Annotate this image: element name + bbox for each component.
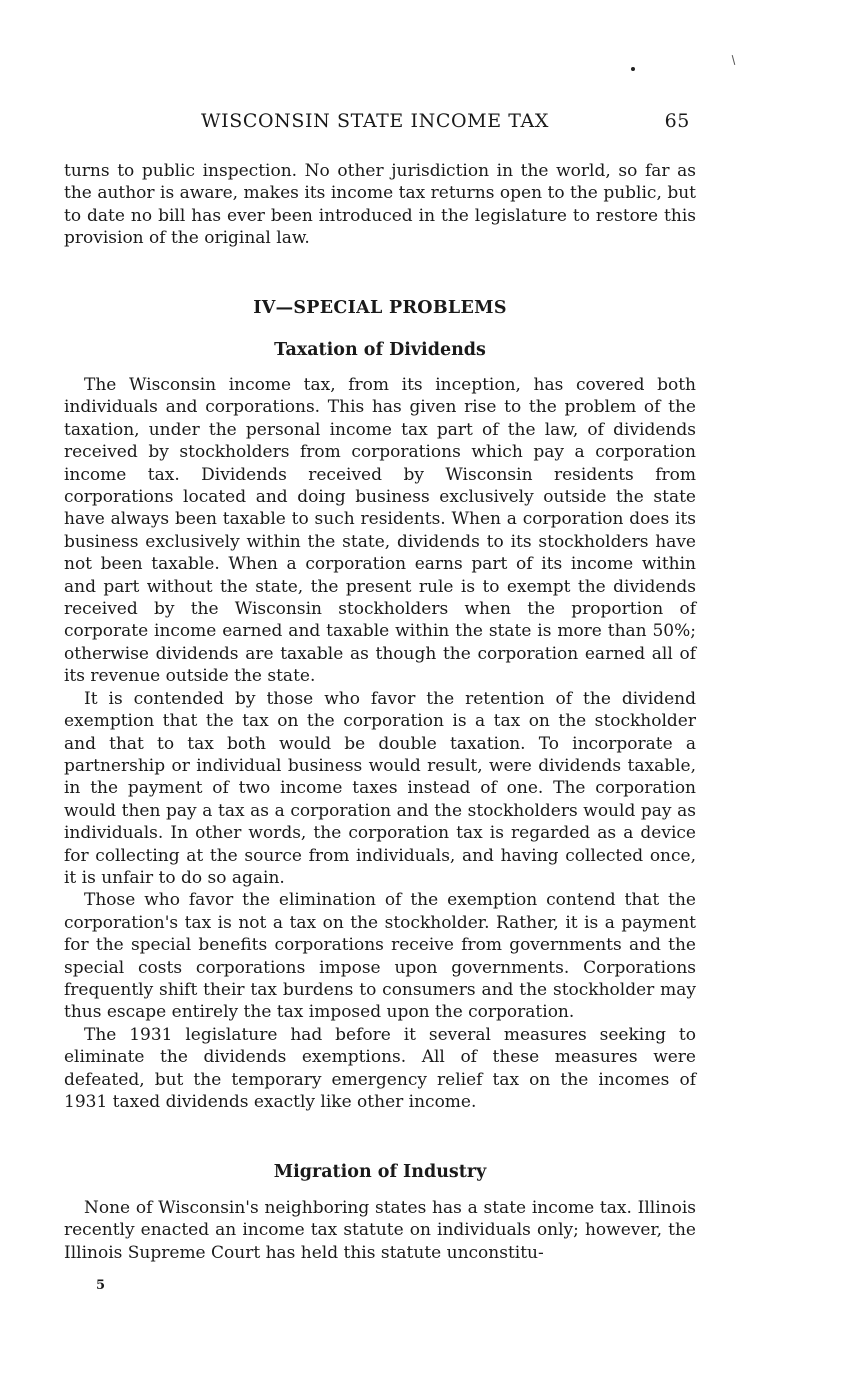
paragraph: None of Wisconsin's neighboring states has a state income tax. Illinois recently enacted an income tax statute on individuals only; however, the Illinois Supreme Court has held this statute unconstitu- (64, 1198, 696, 1263)
paragraph: The Wisconsin income tax, from its inception, has covered both individuals and corporations. This has given rise to the problem of the taxation, under the personal income tax part of the law, of dividends received by stockholders from corporations which pay a corporation income tax. Dividends received by Wisconsin residents from corporations located and doing business exclusively outside the state have always been taxable to such residents. When a corporation does its business exclusively within the state, dividends to its stockholders have not been taxable. When a corporation earns part of its income within and part without the state, the present rule is to exempt the dividends received by the Wisconsin stockholders when the proportion of corporate income earned and taxable within the state is more than 50%; otherwise dividends are taxable as though the corporation earned all of its revenue outside the state. (64, 375, 696, 687)
paragraph: Those who favor the elimination of the exemption contend that the corporation's tax is not a tax on the stockholder. Rather, it is a payment for the special benefits corporations receive from governments and the special costs corporations impose upon governments. Corporations frequently shift their tax burdens to consumers and the stockholder may thus escape entirely the tax imposed upon the corporation. (64, 890, 696, 1023)
print-mark (732, 55, 736, 65)
paragraph: It is contended by those who favor the retention of the dividend exemption that the tax on the corporation is a tax on the stockholder and that to tax both would be double taxation. To incorporate a partnership or individual business would result, were dividends taxable, in the payment of two income taxes instead of one. The corporation would then pay a tax as a corporation and the stockholders would pay as individuals. In other words, the corporation tax is regarded as a device for collecting at the source from individuals, and having collected once, it is unfair to do so again. (64, 688, 696, 888)
paragraph: The 1931 legislature had before it several measures seeking to eliminate the dividends exemptions. All of these measures were defeated, but the temporary emergency relief tax on the incomes of 1931 taxed dividends exactly like other income. (64, 1024, 696, 1112)
running-head-title: WISCONSIN STATE INCOME TAX (201, 110, 549, 132)
page-number: 65 (664, 110, 690, 132)
print-speck (631, 67, 635, 71)
section-heading: IV—SPECIAL PROBLEMS (253, 298, 507, 318)
continuation-paragraph: turns to public inspection. No other jurisdiction in the world, so far as the author is aware, makes its income tax returns open to the public, but to date no bill has ever been introduced in the legislature to restore this provision of the original law. (64, 161, 696, 249)
continuation-block (64, 160, 696, 250)
subsection-heading-migration: Migration of Industry (273, 1162, 487, 1182)
migration-text (64, 1197, 696, 1264)
dividends-text (64, 374, 696, 1113)
subsection-heading-dividends: Taxation of Dividends (274, 340, 486, 360)
running-head (64, 110, 696, 136)
signature-mark: 5 (96, 1278, 106, 1293)
